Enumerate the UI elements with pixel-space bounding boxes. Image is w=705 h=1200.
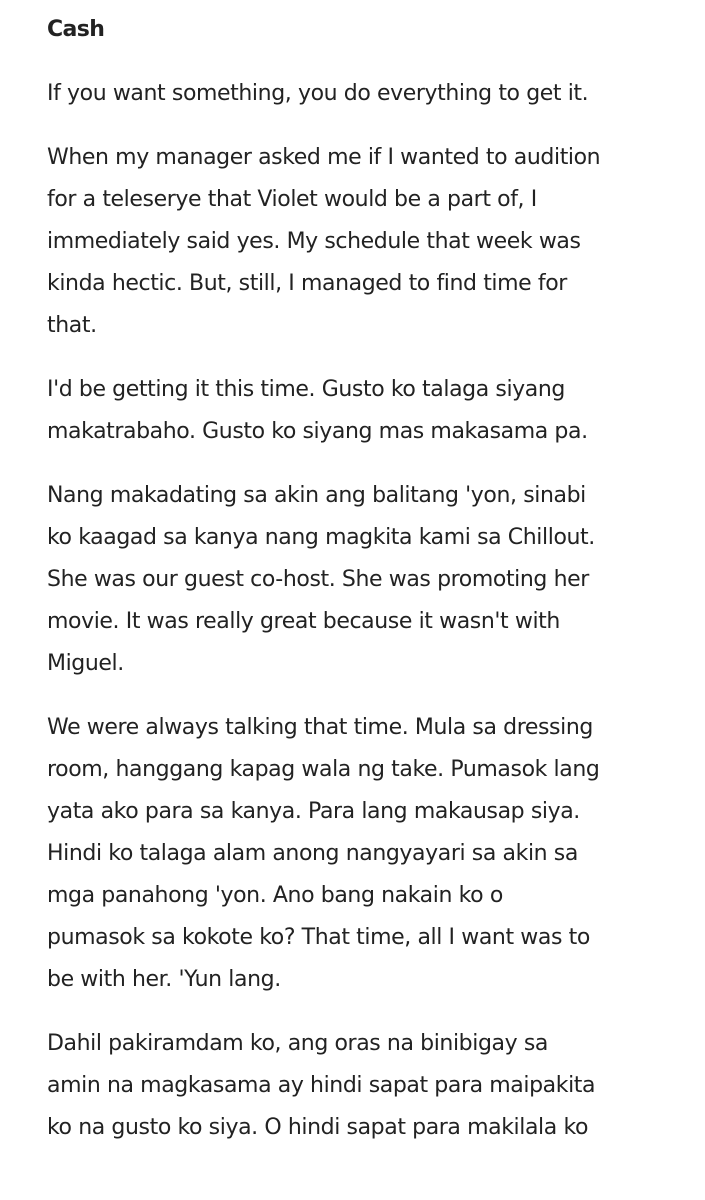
paragraph — [47, 369, 667, 453]
paragraph — [47, 1023, 667, 1149]
text-line: Dahil pakiramdam ko, ang oras na binibigay sa — [47, 1031, 548, 1056]
text-line: Nang makadating sa akin ang balitang 'yon, sinabi — [47, 483, 586, 508]
text-line: Miguel. — [47, 651, 124, 676]
paragraph — [47, 73, 667, 115]
chapter-title: Cash — [47, 17, 105, 42]
paragraph — [47, 475, 667, 685]
text-line: She was our guest co-host. She was promoting her — [47, 567, 589, 592]
text-line: ko na gusto ko siya. O hindi sapat para makilala ko — [47, 1115, 589, 1140]
text-line: ko kaagad sa kanya nang magkita kami sa Chillout. — [47, 525, 595, 550]
text-line: yata ako para sa kanya. Para lang makausap siya. — [47, 799, 580, 824]
text-line: We were always talking that time. Mula sa dressing — [47, 715, 593, 740]
paragraph — [47, 137, 667, 347]
text-line: for a teleserye that Violet would be a part of, I — [47, 187, 537, 212]
text-line: Hindi ko talaga alam anong nangyayari sa akin sa — [47, 841, 578, 866]
text-line: If you want something, you do everything to get it. — [47, 81, 589, 106]
chapter-content — [47, 9, 667, 1171]
text-line: mga panahong 'yon. Ano bang nakain ko o — [47, 883, 503, 908]
text-line: pumasok sa kokote ko? That time, all I want was to — [47, 925, 590, 950]
text-line: amin na magkasama ay hindi sapat para maipakita — [47, 1073, 596, 1098]
paragraph — [47, 707, 667, 1001]
text-line: be with her. 'Yun lang. — [47, 967, 281, 992]
text-line: immediately said yes. My schedule that week was — [47, 229, 581, 254]
text-line: When my manager asked me if I wanted to audition — [47, 145, 601, 170]
text-line: that. — [47, 313, 97, 338]
text-line: I'd be getting it this time. Gusto ko talaga siyang — [47, 377, 565, 402]
text-line: movie. It was really great because it wasn't with — [47, 609, 560, 634]
text-line: makatrabaho. Gusto ko siyang mas makasama pa. — [47, 419, 588, 444]
text-line: room, hanggang kapag wala ng take. Pumasok lang — [47, 757, 600, 782]
text-line: kinda hectic. But, still, I managed to find time for — [47, 271, 567, 296]
